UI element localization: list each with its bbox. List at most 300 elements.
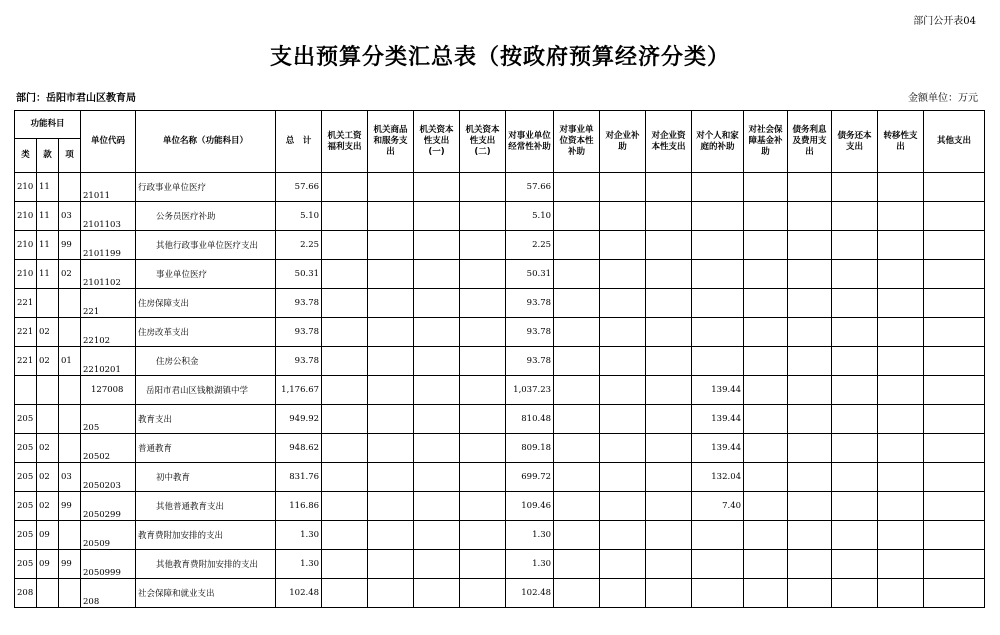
cell-col xyxy=(832,347,878,376)
cell-xiang: 01 xyxy=(59,347,81,376)
cell-xiang xyxy=(59,376,81,405)
cell-xiang xyxy=(59,521,81,550)
cell-col: 50.31 xyxy=(506,260,554,289)
cell-col xyxy=(554,202,600,231)
cell-col xyxy=(924,347,985,376)
cell-lei: 205 xyxy=(15,405,37,434)
header-col: 对企业资本性支出 xyxy=(646,111,692,173)
table-row xyxy=(15,347,985,376)
cell-col: 1,037.23 xyxy=(506,376,554,405)
cell-col: 139.44 xyxy=(692,376,744,405)
cell-col xyxy=(554,231,600,260)
cell-col xyxy=(460,579,506,608)
cell-xiang: 99 xyxy=(59,550,81,579)
cell-col xyxy=(788,492,832,521)
cell-col xyxy=(322,231,368,260)
cell-col xyxy=(554,434,600,463)
cell-lei: 210 xyxy=(15,260,37,289)
cell-col xyxy=(460,347,506,376)
cell-col xyxy=(322,463,368,492)
cell-unit-name: 教育支出 xyxy=(136,405,276,434)
table-row xyxy=(15,289,985,318)
cell-col xyxy=(744,231,788,260)
cell-col xyxy=(878,231,924,260)
cell-col: 2.25 xyxy=(506,231,554,260)
cell-unit-code: 205 xyxy=(81,405,136,434)
header-kuan: 款 xyxy=(37,139,59,173)
cell-col xyxy=(744,579,788,608)
cell-col xyxy=(554,376,600,405)
cell-lei: 221 xyxy=(15,347,37,376)
cell-col xyxy=(460,550,506,579)
cell-col: 132.04 xyxy=(692,463,744,492)
cell-col xyxy=(788,463,832,492)
cell-col xyxy=(878,347,924,376)
cell-col xyxy=(414,260,460,289)
table-row xyxy=(15,550,985,579)
cell-col xyxy=(600,376,646,405)
cell-col xyxy=(600,173,646,202)
table-row xyxy=(15,521,985,550)
cell-col xyxy=(322,521,368,550)
cell-col xyxy=(646,289,692,318)
cell-col: 139.44 xyxy=(692,434,744,463)
cell-col xyxy=(878,376,924,405)
header-unit-code: 单位代码 xyxy=(81,111,136,173)
table-row xyxy=(15,434,985,463)
header-col: 其他支出 xyxy=(924,111,985,173)
cell-col xyxy=(744,376,788,405)
cell-col xyxy=(924,550,985,579)
cell-col xyxy=(646,463,692,492)
cell-xiang: 03 xyxy=(59,202,81,231)
cell-col xyxy=(832,550,878,579)
cell-col xyxy=(460,289,506,318)
cell-col xyxy=(788,173,832,202)
cell-total: 93.78 xyxy=(276,347,322,376)
cell-xiang: 02 xyxy=(59,260,81,289)
cell-xiang xyxy=(59,579,81,608)
cell-unit-name: 住房保障支出 xyxy=(136,289,276,318)
cell-col xyxy=(600,550,646,579)
cell-kuan: 02 xyxy=(37,318,59,347)
cell-col xyxy=(832,173,878,202)
cell-col xyxy=(368,579,414,608)
header-col: 机关商品和服务支出 xyxy=(368,111,414,173)
cell-col xyxy=(646,260,692,289)
cell-total: 57.66 xyxy=(276,173,322,202)
cell-kuan xyxy=(37,289,59,318)
cell-col xyxy=(788,376,832,405)
cell-col xyxy=(460,463,506,492)
cell-col xyxy=(924,318,985,347)
cell-col xyxy=(878,289,924,318)
cell-col xyxy=(600,289,646,318)
cell-col xyxy=(554,260,600,289)
cell-xiang xyxy=(59,434,81,463)
cell-col xyxy=(878,550,924,579)
cell-col xyxy=(414,202,460,231)
cell-col xyxy=(692,173,744,202)
cell-col xyxy=(744,521,788,550)
header-col: 债务还本支出 xyxy=(832,111,878,173)
header-col: 对事业单位资本性补助 xyxy=(554,111,600,173)
table-row xyxy=(15,260,985,289)
cell-unit-name: 教育费附加安排的支出 xyxy=(136,521,276,550)
cell-col xyxy=(744,347,788,376)
cell-col xyxy=(460,260,506,289)
cell-col xyxy=(924,173,985,202)
cell-col xyxy=(832,260,878,289)
header-total: 总 计 xyxy=(276,111,322,173)
cell-col: 7.40 xyxy=(692,492,744,521)
cell-col xyxy=(368,318,414,347)
cell-unit-code: 20502 xyxy=(81,434,136,463)
cell-xiang xyxy=(59,405,81,434)
cell-unit-code: 2210201 xyxy=(81,347,136,376)
cell-kuan: 11 xyxy=(37,173,59,202)
cell-col xyxy=(414,550,460,579)
cell-col xyxy=(600,318,646,347)
table-row xyxy=(15,376,985,405)
cell-xiang xyxy=(59,289,81,318)
cell-xiang: 03 xyxy=(59,463,81,492)
table-row xyxy=(15,579,985,608)
cell-col xyxy=(322,347,368,376)
cell-col xyxy=(460,434,506,463)
cell-col xyxy=(832,405,878,434)
cell-col xyxy=(692,579,744,608)
cell-unit-name: 初中教育 xyxy=(136,463,276,492)
cell-col xyxy=(832,521,878,550)
cell-col xyxy=(600,463,646,492)
cell-total: 2.25 xyxy=(276,231,322,260)
header-col: 对个人和家庭的补助 xyxy=(692,111,744,173)
cell-col xyxy=(368,376,414,405)
cell-col: 1.30 xyxy=(506,521,554,550)
cell-col xyxy=(368,260,414,289)
cell-col xyxy=(460,202,506,231)
cell-col xyxy=(788,521,832,550)
cell-unit-code: 2101199 xyxy=(81,231,136,260)
cell-col xyxy=(744,434,788,463)
cell-total: 948.62 xyxy=(276,434,322,463)
cell-col xyxy=(788,231,832,260)
table-row xyxy=(15,463,985,492)
cell-col xyxy=(414,521,460,550)
cell-xiang: 99 xyxy=(59,492,81,521)
cell-kuan: 09 xyxy=(37,550,59,579)
cell-total: 116.86 xyxy=(276,492,322,521)
cell-col xyxy=(554,463,600,492)
cell-col xyxy=(646,318,692,347)
cell-unit-name: 岳阳市君山区钱粮湖镇中学 xyxy=(136,376,276,405)
cell-col xyxy=(646,376,692,405)
cell-col xyxy=(460,405,506,434)
cell-col xyxy=(368,202,414,231)
header-col: 对社会保障基金补助 xyxy=(744,111,788,173)
page-title: 支出预算分类汇总表（按政府预算经济分类） xyxy=(269,45,730,70)
cell-unit-code: 2101102 xyxy=(81,260,136,289)
cell-col xyxy=(924,405,985,434)
cell-col xyxy=(322,173,368,202)
cell-col xyxy=(460,318,506,347)
cell-col xyxy=(788,289,832,318)
cell-lei: 205 xyxy=(15,434,37,463)
cell-col xyxy=(414,376,460,405)
cell-col xyxy=(322,434,368,463)
cell-col xyxy=(554,521,600,550)
cell-col xyxy=(744,492,788,521)
cell-col xyxy=(414,289,460,318)
cell-col xyxy=(646,521,692,550)
cell-col: 93.78 xyxy=(506,318,554,347)
cell-col xyxy=(600,405,646,434)
cell-col xyxy=(878,318,924,347)
cell-col xyxy=(646,173,692,202)
cell-unit-name: 住房改革支出 xyxy=(136,318,276,347)
cell-unit-code: 208 xyxy=(81,579,136,608)
cell-col xyxy=(368,550,414,579)
cell-col xyxy=(554,318,600,347)
cell-kuan xyxy=(37,405,59,434)
cell-col xyxy=(744,260,788,289)
cell-unit-name: 其他行政事业单位医疗支出 xyxy=(136,231,276,260)
cell-col xyxy=(600,579,646,608)
cell-col: 139.44 xyxy=(692,405,744,434)
cell-col xyxy=(460,376,506,405)
cell-unit-code: 20509 xyxy=(81,521,136,550)
cell-total: 93.78 xyxy=(276,318,322,347)
cell-col xyxy=(744,173,788,202)
cell-kuan: 11 xyxy=(37,260,59,289)
cell-col xyxy=(744,202,788,231)
cell-col xyxy=(368,405,414,434)
cell-col xyxy=(414,231,460,260)
cell-col xyxy=(924,260,985,289)
cell-col xyxy=(832,289,878,318)
cell-col xyxy=(554,347,600,376)
table-row xyxy=(15,318,985,347)
cell-xiang: 99 xyxy=(59,231,81,260)
cell-lei: 205 xyxy=(15,492,37,521)
cell-col xyxy=(788,318,832,347)
cell-col xyxy=(460,492,506,521)
cell-col xyxy=(368,231,414,260)
cell-col xyxy=(832,579,878,608)
cell-col xyxy=(832,492,878,521)
cell-unit-name: 社会保障和就业支出 xyxy=(136,579,276,608)
cell-col xyxy=(788,550,832,579)
cell-col xyxy=(600,434,646,463)
header-unit-name: 单位名称（功能科目） xyxy=(136,111,276,173)
cell-col xyxy=(692,289,744,318)
cell-col xyxy=(414,579,460,608)
cell-col xyxy=(788,434,832,463)
cell-col xyxy=(368,173,414,202)
cell-col xyxy=(692,521,744,550)
cell-col xyxy=(600,492,646,521)
cell-col xyxy=(878,463,924,492)
cell-col xyxy=(322,318,368,347)
cell-unit-code: 2050299 xyxy=(81,492,136,521)
cell-col xyxy=(414,347,460,376)
table-row xyxy=(15,492,985,521)
cell-col xyxy=(646,492,692,521)
budget-table xyxy=(14,110,985,608)
table-row xyxy=(15,405,985,434)
cell-kuan: 11 xyxy=(37,202,59,231)
cell-col xyxy=(832,202,878,231)
header-col: 债务利息及费用支出 xyxy=(788,111,832,173)
cell-total: 949.92 xyxy=(276,405,322,434)
cell-col xyxy=(322,579,368,608)
cell-total: 831.76 xyxy=(276,463,322,492)
form-number: 部门公开表04 xyxy=(913,16,976,27)
cell-col xyxy=(322,260,368,289)
cell-total: 93.78 xyxy=(276,289,322,318)
cell-col xyxy=(692,347,744,376)
cell-unit-name: 住房公积金 xyxy=(136,347,276,376)
cell-col xyxy=(368,463,414,492)
cell-col xyxy=(744,463,788,492)
cell-col xyxy=(600,231,646,260)
cell-xiang xyxy=(59,173,81,202)
cell-col xyxy=(414,318,460,347)
cell-col: 109.46 xyxy=(506,492,554,521)
cell-lei: 221 xyxy=(15,318,37,347)
cell-col: 699.72 xyxy=(506,463,554,492)
header-col: 机关资本性支出(二) xyxy=(460,111,506,173)
cell-col: 102.48 xyxy=(506,579,554,608)
cell-lei: 221 xyxy=(15,289,37,318)
cell-col xyxy=(744,289,788,318)
header-col: 机关工资福利支出 xyxy=(322,111,368,173)
cell-col xyxy=(460,231,506,260)
header-col: 转移性支出 xyxy=(878,111,924,173)
cell-col xyxy=(878,260,924,289)
cell-col xyxy=(788,347,832,376)
cell-col xyxy=(744,318,788,347)
cell-col xyxy=(554,492,600,521)
cell-col xyxy=(414,463,460,492)
table-row xyxy=(15,231,985,260)
cell-unit-code: 21011 xyxy=(81,173,136,202)
cell-kuan: 02 xyxy=(37,492,59,521)
cell-col: 93.78 xyxy=(506,347,554,376)
cell-col xyxy=(646,579,692,608)
cell-col xyxy=(832,376,878,405)
cell-col xyxy=(692,231,744,260)
cell-col xyxy=(600,202,646,231)
cell-col xyxy=(744,405,788,434)
cell-col xyxy=(322,405,368,434)
cell-col xyxy=(692,550,744,579)
cell-kuan: 09 xyxy=(37,521,59,550)
cell-col xyxy=(646,405,692,434)
cell-col xyxy=(924,202,985,231)
cell-col xyxy=(878,405,924,434)
cell-col xyxy=(646,550,692,579)
cell-col xyxy=(692,260,744,289)
cell-col xyxy=(878,173,924,202)
header-xiang: 项 xyxy=(59,139,81,173)
cell-col xyxy=(924,434,985,463)
cell-col xyxy=(554,289,600,318)
cell-col xyxy=(788,260,832,289)
cell-col: 810.48 xyxy=(506,405,554,434)
cell-lei: 205 xyxy=(15,521,37,550)
cell-col xyxy=(554,550,600,579)
cell-kuan xyxy=(37,579,59,608)
cell-unit-code: 2101103 xyxy=(81,202,136,231)
cell-unit-code: 2050999 xyxy=(81,550,136,579)
cell-kuan: 02 xyxy=(37,463,59,492)
cell-col xyxy=(368,289,414,318)
cell-col xyxy=(924,231,985,260)
cell-col xyxy=(924,376,985,405)
cell-col xyxy=(878,434,924,463)
cell-col: 1.30 xyxy=(506,550,554,579)
table-row xyxy=(15,173,985,202)
cell-col xyxy=(322,492,368,521)
cell-col xyxy=(322,202,368,231)
cell-col xyxy=(924,463,985,492)
cell-col xyxy=(788,202,832,231)
cell-col xyxy=(832,434,878,463)
cell-col xyxy=(554,405,600,434)
cell-col xyxy=(368,347,414,376)
amount-unit-label: 金额单位：万元 xyxy=(908,93,978,104)
cell-col xyxy=(692,202,744,231)
cell-col xyxy=(460,173,506,202)
cell-col xyxy=(878,521,924,550)
cell-col xyxy=(322,550,368,579)
cell-col xyxy=(460,521,506,550)
cell-col xyxy=(600,260,646,289)
cell-kuan: 11 xyxy=(37,231,59,260)
cell-col xyxy=(600,521,646,550)
cell-col xyxy=(878,202,924,231)
cell-total: 1.30 xyxy=(276,521,322,550)
cell-unit-name: 公务员医疗补助 xyxy=(136,202,276,231)
cell-col xyxy=(368,521,414,550)
cell-col xyxy=(832,231,878,260)
cell-kuan: 02 xyxy=(37,434,59,463)
cell-col xyxy=(878,492,924,521)
cell-col xyxy=(554,173,600,202)
cell-col xyxy=(368,492,414,521)
cell-col xyxy=(924,521,985,550)
cell-unit-name: 普通教育 xyxy=(136,434,276,463)
cell-col xyxy=(414,492,460,521)
cell-col xyxy=(600,347,646,376)
cell-lei: 210 xyxy=(15,202,37,231)
cell-lei: 205 xyxy=(15,550,37,579)
cell-col xyxy=(414,173,460,202)
cell-unit-name: 事业单位医疗 xyxy=(136,260,276,289)
cell-unit-name: 其他教育费附加安排的支出 xyxy=(136,550,276,579)
cell-col: 5.10 xyxy=(506,202,554,231)
cell-col xyxy=(554,579,600,608)
cell-col xyxy=(322,289,368,318)
cell-kuan: 02 xyxy=(37,347,59,376)
cell-col xyxy=(646,231,692,260)
cell-col xyxy=(832,318,878,347)
cell-total: 5.10 xyxy=(276,202,322,231)
cell-col xyxy=(646,434,692,463)
cell-col xyxy=(414,434,460,463)
